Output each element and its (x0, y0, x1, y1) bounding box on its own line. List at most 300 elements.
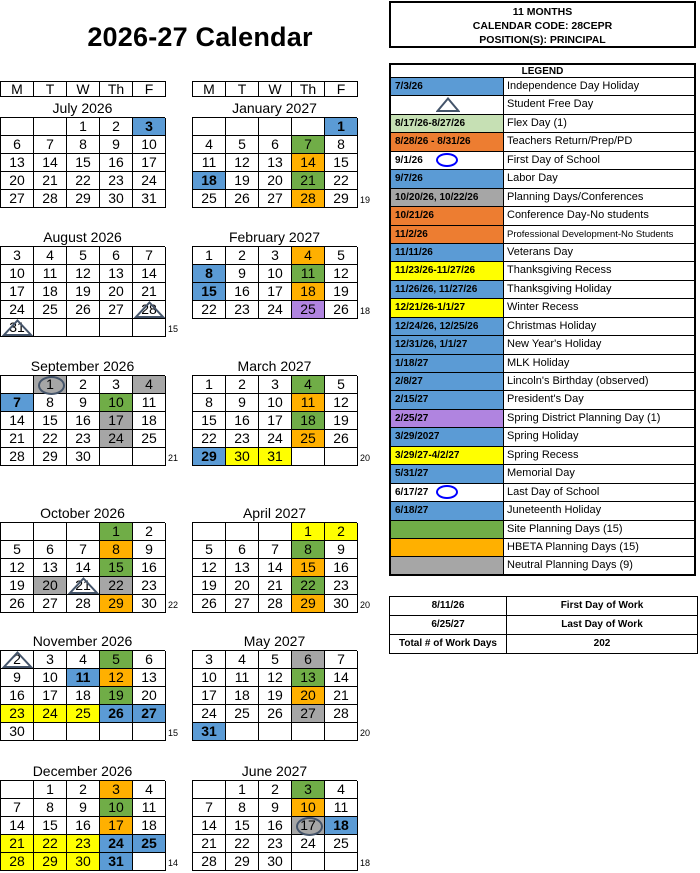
day-cell (133, 301, 166, 319)
day-cell (34, 247, 67, 265)
month-title: February 2027 (228, 229, 321, 245)
day-number: 3 (112, 781, 120, 797)
day-cell (67, 559, 100, 577)
day-cell (193, 687, 226, 705)
day-cell (292, 430, 325, 448)
day-cell (325, 669, 358, 687)
day-cell (325, 154, 358, 172)
day-number: 6 (145, 651, 153, 667)
day-number: 5 (238, 136, 246, 152)
day-number: 16 (75, 817, 91, 833)
day-number: 7 (337, 651, 345, 667)
month-workday-count: 18 (360, 306, 371, 316)
day-cell (1, 265, 34, 283)
day-number: 1 (205, 247, 213, 263)
weekday-label: T (33, 81, 67, 97)
day-cell (34, 781, 67, 799)
day-cell (133, 319, 166, 337)
day-cell (67, 376, 100, 394)
day-number: 2 (79, 376, 87, 392)
legend-row (389, 484, 696, 502)
day-cell (133, 669, 166, 687)
day-number: 2 (13, 651, 21, 667)
day-cell (226, 651, 259, 669)
day-number: 21 (141, 283, 157, 299)
legend-label: Teachers Return/Prep/PD (507, 135, 633, 148)
legend-row (389, 226, 696, 244)
day-number: 23 (234, 301, 250, 317)
month-grid (0, 375, 165, 466)
day-number: 10 (42, 669, 58, 685)
day-number: 4 (238, 651, 246, 667)
day-number: 24 (9, 301, 25, 317)
day-cell (193, 541, 226, 559)
month-grid (192, 650, 357, 741)
month-workday-count: 20 (360, 600, 371, 610)
legend-label: Planning Days/Conferences (507, 190, 644, 203)
month-grid (192, 117, 357, 208)
day-cell (34, 319, 67, 337)
day-cell (193, 136, 226, 154)
day-cell (133, 394, 166, 412)
legend-label: Spring District Planning Day (1) (507, 411, 661, 424)
day-number: 1 (79, 118, 87, 134)
day-cell (1, 430, 34, 448)
day-number: 26 (108, 705, 124, 721)
legend-date-text: 6/18/27 (395, 505, 429, 517)
day-cell (292, 448, 325, 466)
day-number: 30 (141, 595, 157, 611)
day-cell (325, 817, 358, 835)
day-number: 17 (300, 817, 316, 833)
day-cell (259, 799, 292, 817)
day-cell (292, 595, 325, 613)
day-number: 5 (13, 541, 21, 557)
day-cell (34, 448, 67, 466)
day-number: 30 (333, 595, 349, 611)
month-grid (0, 650, 165, 741)
day-cell (193, 190, 226, 208)
day-number: 14 (141, 265, 157, 281)
day-number: 17 (201, 687, 217, 703)
day-number: 19 (267, 687, 283, 703)
day-number: 15 (300, 559, 316, 575)
day-number: 1 (337, 118, 345, 134)
day-number: 29 (333, 190, 349, 206)
day-cell (226, 190, 259, 208)
day-cell (193, 265, 226, 283)
triangle-icon (134, 301, 165, 318)
weekday-label: T (225, 81, 259, 97)
day-cell (226, 853, 259, 871)
month-title: April 2027 (242, 505, 307, 521)
day-cell (133, 651, 166, 669)
day-number: 6 (13, 136, 21, 152)
day-number: 12 (234, 154, 250, 170)
day-number: 22 (75, 172, 91, 188)
day-cell (67, 687, 100, 705)
day-number: 4 (145, 376, 153, 392)
day-cell (1, 283, 34, 301)
legend-label: Professional Development-No Students (507, 228, 674, 240)
day-cell (67, 853, 100, 871)
day-cell (67, 595, 100, 613)
day-cell (292, 412, 325, 430)
day-number: 15 (75, 154, 91, 170)
day-number: 15 (42, 412, 58, 428)
day-number: 31 (108, 853, 124, 869)
day-number: 27 (267, 190, 283, 206)
month-calendar (0, 100, 165, 208)
day-cell (100, 265, 133, 283)
day-cell (226, 577, 259, 595)
day-number: 30 (75, 853, 91, 869)
day-cell (292, 376, 325, 394)
day-number: 14 (333, 669, 349, 685)
day-number: 25 (42, 301, 58, 317)
legend-date-text: 8/17/26-8/27/26 (395, 117, 466, 129)
day-number: 15 (201, 412, 217, 428)
day-cell (1, 781, 34, 799)
day-cell (1, 136, 34, 154)
day-cell (259, 541, 292, 559)
day-cell (292, 172, 325, 190)
day-cell (1, 853, 34, 871)
day-number: 25 (75, 705, 91, 721)
day-number: 23 (333, 577, 349, 593)
legend-row (389, 244, 696, 262)
day-number: 28 (300, 190, 316, 206)
day-number: 29 (108, 595, 124, 611)
day-cell (1, 541, 34, 559)
legend-date (391, 78, 504, 95)
day-number: 22 (300, 577, 316, 593)
day-number: 21 (300, 172, 316, 188)
weekday-label: Th (99, 81, 133, 97)
day-cell (226, 705, 259, 723)
legend-date-text: 10/21/26 (395, 210, 434, 222)
day-cell (226, 669, 259, 687)
day-number: 5 (337, 247, 345, 263)
day-number: 5 (271, 651, 279, 667)
weekday-label: M (192, 81, 226, 97)
legend-row (389, 521, 696, 539)
day-cell (67, 705, 100, 723)
legend-date-text: 9/7/26 (395, 173, 423, 185)
legend-row (389, 152, 696, 170)
day-cell (100, 817, 133, 835)
day-cell (67, 523, 100, 541)
day-cell (325, 283, 358, 301)
day-cell (193, 172, 226, 190)
day-cell (34, 577, 67, 595)
legend-date-text: 10/20/26, 10/22/26 (395, 191, 479, 203)
day-number: 13 (267, 154, 283, 170)
day-cell (34, 669, 67, 687)
day-number: 16 (9, 687, 25, 703)
day-cell (67, 319, 100, 337)
day-number: 23 (9, 705, 25, 721)
day-cell (193, 394, 226, 412)
legend-label: Spring Holiday (507, 430, 579, 443)
month-grid (0, 522, 165, 613)
day-number: 10 (300, 799, 316, 815)
legend-label: Spring Recess (507, 448, 579, 461)
legend-date-text: 7/3/26 (395, 81, 423, 92)
day-cell (100, 136, 133, 154)
day-cell (34, 412, 67, 430)
day-number: 17 (108, 817, 124, 833)
legend-date-text: 11/26/26, 11/27/26 (395, 283, 478, 295)
day-number: 10 (267, 265, 283, 281)
day-cell (292, 523, 325, 541)
month-calendar (192, 229, 371, 319)
day-number: 21 (42, 172, 58, 188)
months-label: 11 MONTHS (512, 6, 573, 18)
day-cell (133, 781, 166, 799)
month-title: January 2027 (232, 100, 317, 116)
day-number: 2 (238, 247, 246, 263)
day-cell (226, 412, 259, 430)
day-number: 11 (333, 799, 349, 815)
weekday-label: W (258, 81, 292, 97)
day-number: 22 (333, 172, 349, 188)
day-number: 4 (145, 781, 153, 797)
day-cell (34, 541, 67, 559)
day-number: 17 (267, 412, 283, 428)
day-number: 6 (238, 541, 246, 557)
day-number: 2 (271, 781, 279, 797)
day-number: 11 (141, 799, 157, 815)
day-number: 19 (333, 412, 349, 428)
day-cell (133, 136, 166, 154)
legend-row (389, 299, 696, 317)
month-title: October 2026 (40, 505, 125, 521)
day-cell (100, 559, 133, 577)
day-cell (100, 781, 133, 799)
day-cell (1, 190, 34, 208)
day-number: 16 (333, 559, 349, 575)
day-number: 21 (9, 835, 25, 851)
day-cell (292, 817, 325, 835)
day-cell (325, 394, 358, 412)
day-number: 26 (9, 595, 25, 611)
day-number: 24 (108, 835, 124, 851)
day-number: 23 (75, 835, 91, 851)
day-number: 30 (9, 723, 25, 739)
legend-label: Site Planning Days (15) (507, 522, 623, 535)
legend-date (391, 373, 504, 390)
day-number: 5 (79, 247, 87, 263)
legend-row (389, 133, 696, 151)
day-cell (100, 190, 133, 208)
day-cell (133, 118, 166, 136)
day-number: 12 (267, 669, 283, 685)
day-cell (133, 559, 166, 577)
day-number: 12 (333, 265, 349, 281)
day-cell (226, 817, 259, 835)
day-cell (226, 448, 259, 466)
weekday-label: F (132, 81, 166, 97)
day-number: 6 (46, 541, 54, 557)
legend-date-text: 3/29/2027 (395, 431, 440, 443)
legend-row (389, 281, 696, 299)
month-title: August 2026 (43, 229, 122, 245)
day-number: 25 (141, 835, 157, 851)
month-title: December 2026 (32, 763, 133, 779)
day-cell (100, 376, 133, 394)
legend-label: President's Day (507, 393, 584, 406)
day-cell (226, 541, 259, 559)
day-number: 12 (108, 669, 124, 685)
day-number: 25 (300, 430, 316, 446)
day-cell (292, 265, 325, 283)
day-cell (133, 190, 166, 208)
day-cell (325, 781, 358, 799)
day-cell (133, 705, 166, 723)
legend-row (389, 262, 696, 280)
day-cell (259, 595, 292, 613)
month-workday-count: 19 (360, 195, 371, 205)
day-cell (1, 523, 34, 541)
day-number: 23 (267, 835, 283, 851)
day-number: 3 (304, 781, 312, 797)
day-cell (100, 723, 133, 741)
day-number: 19 (201, 577, 217, 593)
day-cell (292, 190, 325, 208)
day-number: 29 (42, 853, 58, 869)
legend-row (389, 336, 696, 354)
day-cell (259, 781, 292, 799)
legend-date (391, 428, 504, 445)
legend-label: Christmas Holiday (507, 319, 597, 332)
day-cell (259, 394, 292, 412)
day-cell (67, 394, 100, 412)
day-cell (100, 319, 133, 337)
day-number: 16 (234, 283, 250, 299)
day-cell (100, 541, 133, 559)
legend-date-text: 12/24/26, 12/25/26 (395, 320, 479, 332)
legend-date (391, 318, 504, 335)
day-number: 11 (75, 669, 91, 685)
day-number: 19 (333, 283, 349, 299)
legend-row (389, 78, 696, 96)
day-cell (133, 172, 166, 190)
day-cell (67, 118, 100, 136)
legend-row (389, 557, 696, 575)
day-number: 4 (337, 781, 345, 797)
day-cell (259, 172, 292, 190)
day-cell (1, 394, 34, 412)
legend-date (391, 336, 504, 353)
day-cell (100, 669, 133, 687)
day-number: 6 (304, 651, 312, 667)
day-number: 9 (271, 799, 279, 815)
day-cell (1, 577, 34, 595)
day-cell (193, 283, 226, 301)
day-number: 3 (112, 376, 120, 392)
day-cell (292, 705, 325, 723)
day-cell (193, 448, 226, 466)
day-cell (193, 118, 226, 136)
day-number: 12 (9, 559, 25, 575)
day-number: 3 (13, 247, 21, 263)
day-cell (100, 412, 133, 430)
day-number: 11 (42, 265, 58, 281)
legend-row (389, 428, 696, 446)
day-number: 8 (337, 136, 345, 152)
month-title: June 2027 (241, 763, 308, 779)
month-calendar (192, 763, 371, 871)
day-number: 9 (13, 669, 21, 685)
day-cell (226, 247, 259, 265)
day-number: 9 (79, 394, 87, 410)
legend-date (391, 447, 504, 464)
day-number: 8 (304, 541, 312, 557)
legend-label: Neutral Planning Days (9) (507, 559, 633, 572)
day-cell (67, 835, 100, 853)
day-number: 1 (304, 523, 312, 539)
day-number: 29 (234, 853, 250, 869)
day-cell (1, 247, 34, 265)
month-workday-count: 22 (168, 600, 179, 610)
month-calendar (0, 633, 179, 741)
day-cell (193, 723, 226, 741)
day-number: 10 (267, 394, 283, 410)
day-number: 28 (267, 595, 283, 611)
month-calendar (0, 358, 179, 466)
day-number: 1 (46, 376, 54, 392)
day-cell (100, 835, 133, 853)
work-date-label: First Day of Work (560, 600, 644, 611)
day-number: 30 (108, 190, 124, 206)
day-cell (259, 577, 292, 595)
day-cell (34, 853, 67, 871)
day-number: 18 (42, 283, 58, 299)
day-cell (1, 154, 34, 172)
day-number: 27 (141, 705, 157, 721)
day-number: 24 (267, 301, 283, 317)
day-cell (226, 430, 259, 448)
day-number: 24 (42, 705, 58, 721)
day-cell (34, 136, 67, 154)
day-number: 19 (9, 577, 25, 593)
day-number: 23 (75, 430, 91, 446)
day-number: 16 (75, 412, 91, 428)
day-number: 31 (141, 190, 157, 206)
day-cell (193, 799, 226, 817)
day-cell (34, 118, 67, 136)
day-cell (133, 283, 166, 301)
day-number: 18 (300, 412, 316, 428)
day-cell (193, 651, 226, 669)
month-grid (0, 780, 165, 871)
day-cell (226, 172, 259, 190)
day-number: 3 (271, 247, 279, 263)
day-cell (1, 651, 34, 669)
day-cell (193, 835, 226, 853)
day-cell (67, 412, 100, 430)
day-number: 3 (46, 651, 54, 667)
day-cell (226, 595, 259, 613)
month-calendar (192, 633, 371, 741)
day-number: 24 (300, 835, 316, 851)
day-cell (67, 541, 100, 559)
day-number: 8 (46, 799, 54, 815)
day-number: 21 (333, 687, 349, 703)
day-number: 26 (75, 301, 91, 317)
day-number: 2 (79, 781, 87, 797)
